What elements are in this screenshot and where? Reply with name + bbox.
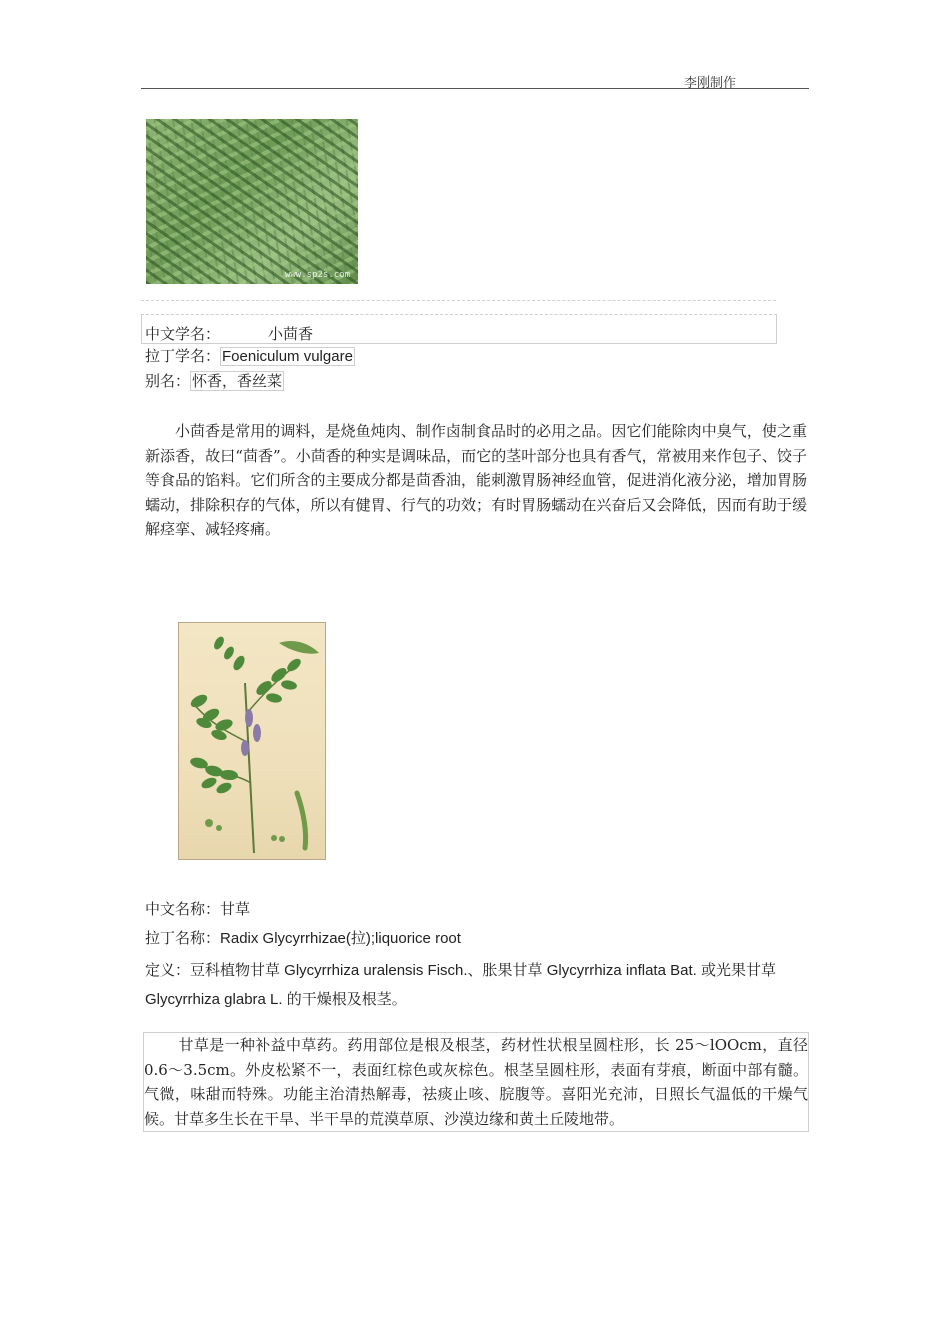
fennel-chinese-name-value: 小茴香: [268, 325, 314, 343]
licorice-latin-name-row: [145, 928, 461, 949]
licorice-definition-row: [145, 956, 807, 1014]
fennel-alias-value: 怀香，香丝菜: [192, 372, 283, 390]
licorice-chinese-name-value: 甘草: [220, 900, 251, 918]
licorice-latin-name-value: Radix Glycyrrhizae(拉);liquorice root: [220, 930, 461, 947]
fennel-alias-label: 别名：: [145, 372, 191, 390]
licorice-description: [143, 1032, 809, 1132]
fennel-chinese-name-row: [145, 324, 313, 344]
licorice-chinese-name-row: [145, 899, 250, 919]
image-watermark: www.sp2s.com: [284, 270, 350, 280]
fennel-alias-row: [145, 371, 284, 391]
licorice-plant-drawing: [179, 623, 325, 859]
fennel-description: [145, 419, 807, 542]
fennel-seed-image: [146, 119, 358, 284]
header-author: 李刚制作: [684, 76, 737, 91]
licorice-description-text: 甘草是一种补益中草药。药用部位是根及根茎，药材性状根呈圆柱形，长 25～lOOcm，直径 0.6～3.5cm。外皮松紧不一，表面红棕色或灰棕色。根茎呈圆柱形，表面有芽痕，断面中部有髓。气微，味甜而特殊。功能主治清热解毒，祛痰止咳、脘腹等。喜阳光充沛，日照长气温低的干燥气候。甘草多生长在干旱、半干旱的荒漠草原、沙漠边缘和黄土丘陵地带。: [144, 1036, 808, 1128]
fennel-latin-name-label: 拉丁学名：: [145, 347, 221, 365]
header-rule: [141, 88, 809, 89]
licorice-definition-label: 定义：: [145, 961, 191, 979]
fennel-latin-name-value: Foeniculum vulgare: [222, 348, 353, 365]
licorice-chinese-name-label: 中文名称：: [145, 900, 221, 918]
licorice-illustration: [178, 622, 326, 860]
fennel-chinese-name-label: 中文学名：: [145, 325, 221, 343]
divider: [141, 300, 776, 301]
fennel-latin-name-row: [145, 346, 355, 367]
licorice-definition-text: 豆科植物甘草 Glycyrrhiza uralensis Fisch.、胀果甘草 Glycyrrhiza inflata Bat. 或光果甘草 Glycyrrhiza glabra L. 的干燥根及根茎。: [145, 962, 776, 1008]
fennel-description-text: 小茴香是常用的调料，是烧鱼炖肉、制作卤制食品时的必用之品。因它们能除肉中臭气，使之重新添香，故曰“茴香”。小茴香的种实是调味品，而它的茎叶部分也具有香气，常被用来作包子、饺子等食品的馅料。它们所含的主要成分都是茴香油，能刺激胃肠神经血管，促进消化液分泌，增加胃肠蠕动，排除积存的气体，所以有健胃、行气的功效；有时胃肠蠕动在兴奋后又会降低，因而有助于缓解痉挛、减轻疼痛。: [145, 422, 807, 538]
licorice-latin-name-label: 拉丁名称：: [145, 929, 221, 947]
